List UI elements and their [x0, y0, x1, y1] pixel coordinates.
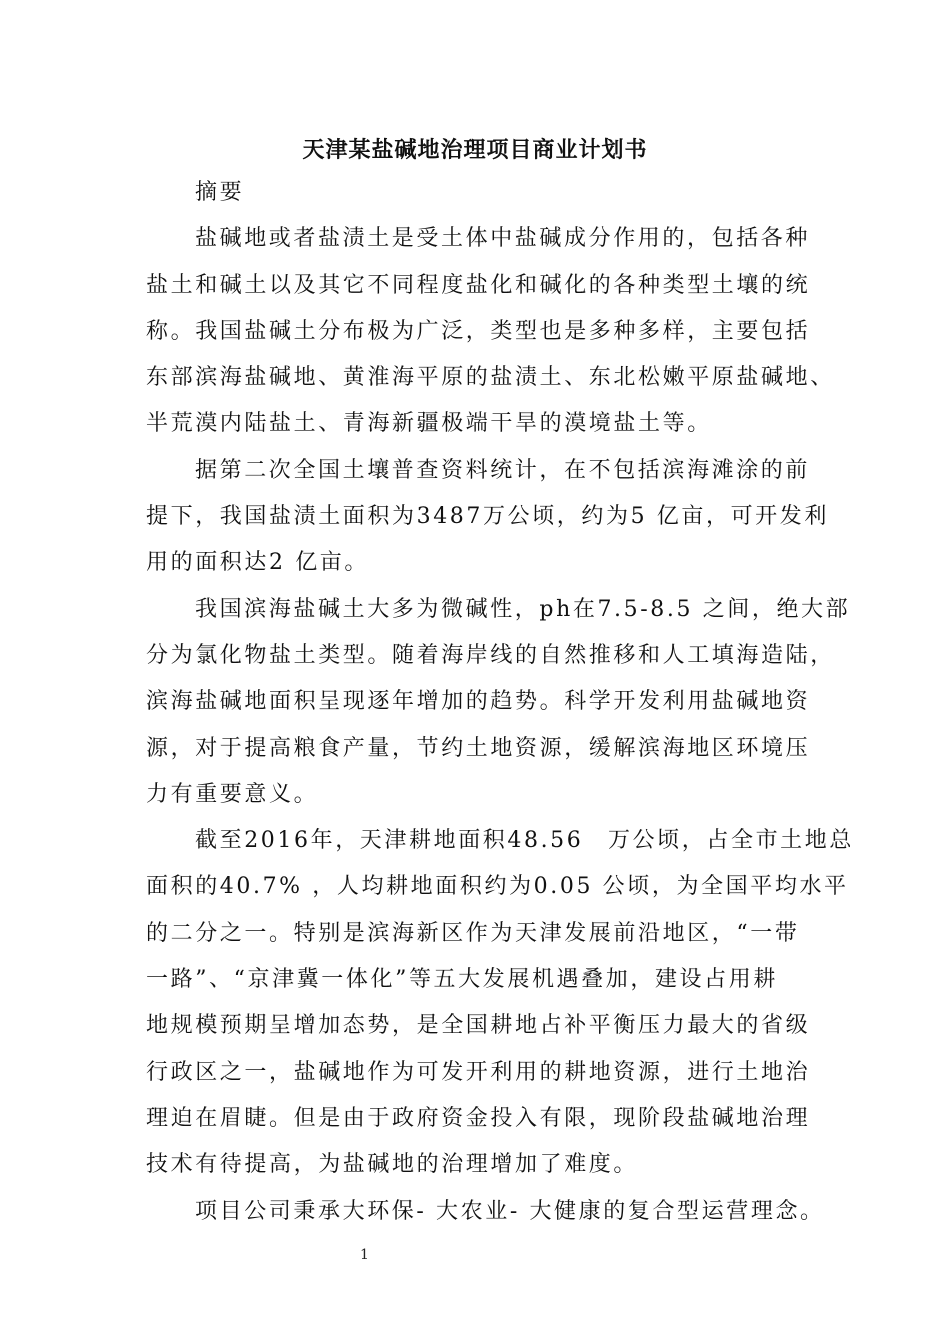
- abstract-heading: 摘要: [195, 180, 245, 205]
- paragraph-line: 截至2016年，天津耕地面积48.56 万公顷，占全市土地总: [195, 828, 854, 854]
- paragraph-line: 项目公司秉承大环保- 大农业- 大健康的复合型运营理念。: [195, 1198, 825, 1224]
- paragraph-line: 面积的40.7% ，人均耕地面积约为0.05 公顷，为全国平均水平: [146, 874, 849, 900]
- paragraph-line: 我国滨海盐碱土大多为微碱性，ph在7.5-8.5 之间，绝大部: [195, 596, 851, 622]
- paragraph-line: 提下，我国盐渍土面积为3487万公顷，约为5 亿亩，可开发利: [146, 504, 829, 530]
- document-title: 天津某盐碱地治理项目商业计划书: [302, 138, 648, 163]
- paragraph-line: 地规模预期呈增加态势，是全国耕地占补平衡压力最大的省级: [146, 1013, 811, 1039]
- paragraph-line: 盐土和碱土以及其它不同程度盐化和碱化的各种类型土壤的统: [146, 272, 811, 298]
- paragraph-line: 盐碱地或者盐渍土是受土体中盐碱成分作用的，包括各种: [195, 226, 811, 252]
- document-body: [146, 170, 854, 1235]
- paragraph-line: 的二分之一。特别是滨海新区作为天津发展前沿地区，“一带: [146, 920, 800, 946]
- paragraph-line: 一路”、“京津冀一体化”等五大发展机遇叠加，建设占用耕: [146, 967, 778, 993]
- paragraph-line: 行政区之一，盐碱地作为可发开利用的耕地资源，进行土地治: [146, 1059, 811, 1085]
- paragraph-line: 称。我国盐碱土分布极为广泛，类型也是多种多样，主要包括: [146, 318, 811, 344]
- paragraph-line: 力有重要意义。: [146, 781, 319, 807]
- paragraph-line: 分为氯化物盐土类型。随着海岸线的自然推移和人工填海造陆，: [146, 642, 835, 668]
- paragraph-line: 用的面积达2 亿亩。: [146, 550, 369, 576]
- paragraph-line: 理迫在眉睫。但是由于政府资金投入有限，现阶段盐碱地治理: [146, 1105, 811, 1131]
- paragraph-line: 滨海盐碱地面积呈现逐年增加的趋势。科学开发利用盐碱地资: [146, 689, 811, 715]
- paragraph-line: 技术有待提高，为盐碱地的治理增加了难度。: [146, 1152, 639, 1178]
- paragraph-line: 源，对于提高粮食产量，节约土地资源，缓解滨海地区环境压: [146, 735, 811, 761]
- paragraph-line: 东部滨海盐碱地、黄淮海平原的盐渍土、东北松嫩平原盐碱地、: [146, 365, 835, 391]
- paragraph-line: 半荒漠内陆盐土、青海新疆极端干旱的漠境盐土等。: [146, 411, 712, 437]
- page-number: 1: [360, 1247, 369, 1263]
- paragraph-line: 据第二次全国土壤普查资料统计，在不包括滨海滩涂的前: [195, 457, 811, 483]
